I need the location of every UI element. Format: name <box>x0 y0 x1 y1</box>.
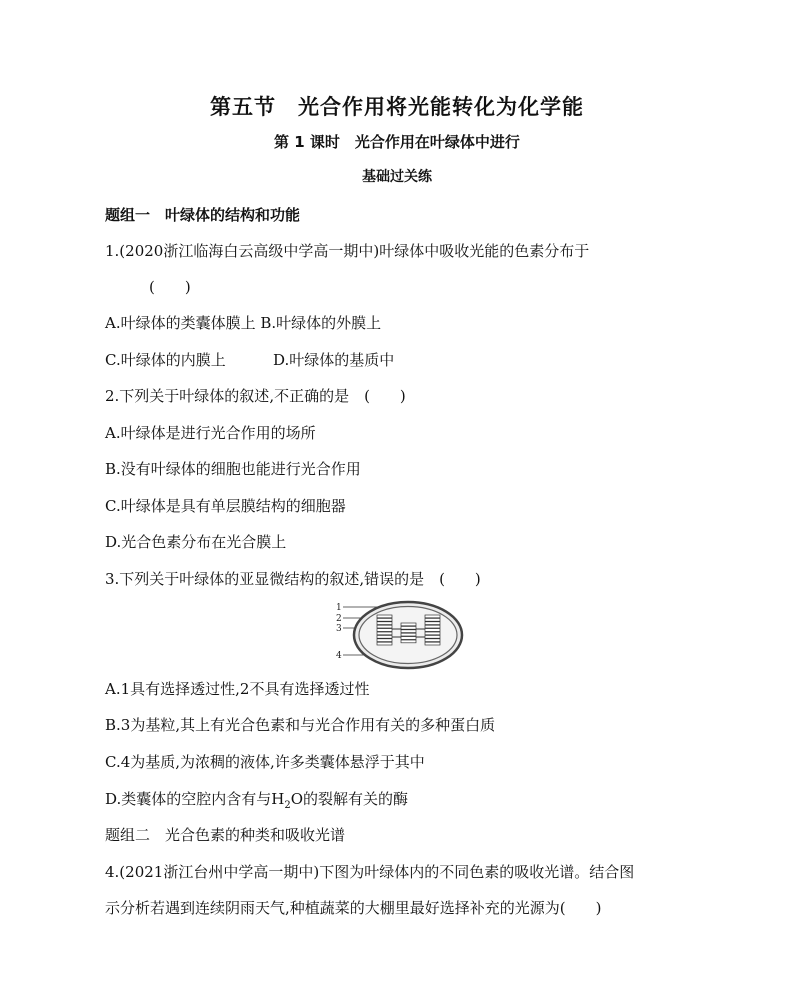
q3-option-d-subscript: 2 <box>284 800 291 811</box>
thylakoid-disc <box>377 639 392 642</box>
thylakoid-disc <box>425 622 440 625</box>
thylakoid-disc <box>401 626 416 629</box>
thylakoid-disc <box>425 629 440 632</box>
q2-option-a: A.叶绿体是进行光合作用的场所 <box>105 424 316 442</box>
exercise-type-heading: 基础过关练 <box>362 169 432 185</box>
thylakoid-disc <box>425 642 440 645</box>
thylakoid-disc <box>425 639 440 642</box>
q1-options-ab: A.叶绿体的类囊体膜上 B.叶绿体的外膜上 <box>105 314 382 332</box>
diagram-label-2: 2 <box>336 614 342 624</box>
q3-stem: 3.下列关于叶绿体的亚显微结构的叙述,错误的是 ( ) <box>105 570 481 588</box>
thylakoid-disc <box>425 625 440 628</box>
q1-stem: 1.(2020浙江临海白云高级中学高一期中)叶绿体中吸收光能的色素分布于 <box>105 242 590 260</box>
thylakoid-disc <box>377 615 392 618</box>
q3-option-d <box>105 789 408 816</box>
thylakoid-disc <box>377 625 392 628</box>
thylakoid-disc <box>401 630 416 633</box>
thylakoid-disc <box>425 632 440 635</box>
group2-title: 题组二 光合色素的种类和吸收光谱 <box>105 826 346 844</box>
q4-stem-line2: 示分析若遇到连续阴雨天气,种植蔬菜的大棚里最好选择补充的光源为( ) <box>105 899 602 917</box>
thylakoid-disc <box>401 637 416 640</box>
q3-option-d-text-pre: D.类囊体的空腔内含有与H <box>105 790 285 808</box>
q2-option-d: D.光合色素分布在光合膜上 <box>105 533 287 551</box>
diagram-label-1: 1 <box>336 603 342 613</box>
diagram-label-4: 4 <box>336 651 342 661</box>
q3-option-b: B.3为基粒,其上有光合色素和与光合作用有关的多种蛋白质 <box>105 716 496 734</box>
section-title: 第五节 光合作用将光能转化为化学能 <box>210 95 584 119</box>
q3-option-a: A.1具有选择透过性,2不具有选择透过性 <box>105 680 370 698</box>
lesson-title: 第 1 课时 光合作用在叶绿体中进行 <box>274 133 520 151</box>
thylakoid-disc <box>425 618 440 621</box>
thylakoid-disc <box>377 632 392 635</box>
q4-stem-line1: 4.(2021浙江台州中学高一期中)下图为叶绿体内的不同色素的吸收光谱。结合图 <box>105 863 635 881</box>
thylakoid-disc <box>377 618 392 621</box>
thylakoid-disc <box>401 623 416 626</box>
diagram-label-3: 3 <box>336 624 342 634</box>
thylakoid-disc <box>377 635 392 638</box>
chloroplast-diagram <box>333 599 465 673</box>
thylakoid-disc <box>401 633 416 636</box>
q3-option-d-text-post: O的裂解有关的酶 <box>290 790 409 808</box>
q1-option-c: C.叶绿体的内膜上 <box>105 351 226 369</box>
thylakoid-disc <box>377 622 392 625</box>
q1-answer-blank: ( ) <box>149 278 191 296</box>
thylakoid-disc <box>425 635 440 638</box>
thylakoid-disc <box>401 640 416 643</box>
q3-option-c: C.4为基质,为浓稠的液体,许多类囊体悬浮于其中 <box>105 753 425 771</box>
q2-option-c: C.叶绿体是具有单层膜结构的细胞器 <box>105 497 346 515</box>
q2-option-b: B.没有叶绿体的细胞也能进行光合作用 <box>105 460 361 478</box>
q2-stem: 2.下列关于叶绿体的叙述,不正确的是 ( ) <box>105 387 406 405</box>
thylakoid-disc <box>425 615 440 618</box>
thylakoid-disc <box>377 642 392 645</box>
group1-title: 题组一 叶绿体的结构和功能 <box>105 206 301 224</box>
q1-option-d: D.叶绿体的基质中 <box>273 351 395 369</box>
thylakoid-disc <box>377 629 392 632</box>
